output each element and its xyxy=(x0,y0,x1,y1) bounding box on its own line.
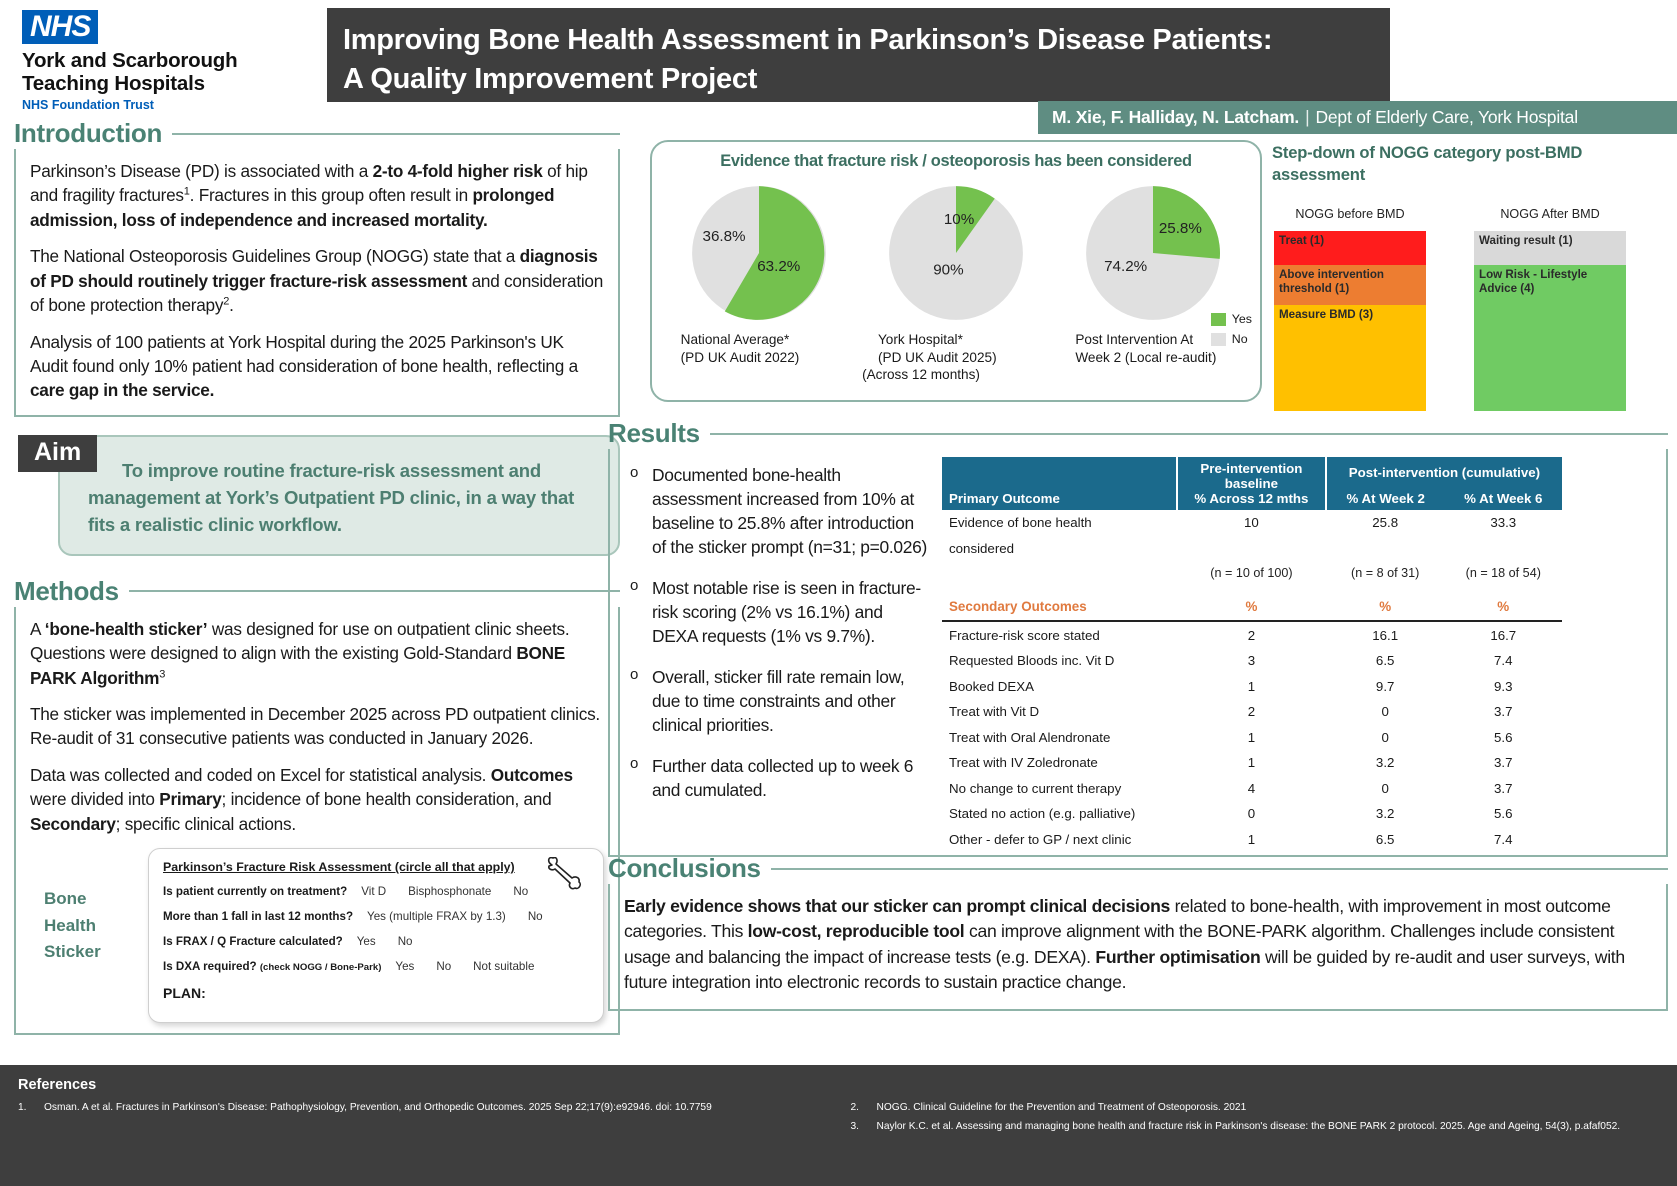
pie-slice-label-no: 36.8% xyxy=(702,227,746,245)
sticker-option[interactable]: Vit D xyxy=(361,885,387,899)
methods-heading-label: Methods xyxy=(14,575,119,606)
sticker-side-label-line2: Health xyxy=(44,915,96,935)
reference-item xyxy=(850,1100,1659,1115)
trust-name-line2: Teaching Hospitals xyxy=(22,72,205,96)
intro-p3-b: care gap in the service. xyxy=(30,380,215,401)
table-row-primary xyxy=(942,510,1562,535)
row-label: No change to current therapy xyxy=(949,780,1122,796)
row-week6: 3.7 xyxy=(1494,780,1513,796)
methods-p1-c: was designed for use on outpatient clinic sheets. Questions were designed to align with the existing Gold-Standard xyxy=(30,618,570,664)
introduction-heading-label: Introduction xyxy=(14,118,163,148)
pie-chart-row xyxy=(652,177,1260,366)
legend-item-no xyxy=(1211,332,1252,346)
results-bullet: o Most notable rise is seen in fracture-risk scoring (2% vs 16.1%) and DEXA requests (1% vs 9.7%). xyxy=(626,576,930,648)
author-list: M. Xie, F. Halliday, N. Latcham. xyxy=(1052,107,1300,127)
nhs-badge: NHS xyxy=(22,10,98,44)
references-column-right xyxy=(850,1100,1659,1139)
conclusions-body xyxy=(608,884,1668,1011)
primary-pre-n: (n = 10 of 100) xyxy=(1210,566,1293,580)
intro-p2-b: diagnosis of PD should routinely trigger fracture-risk assessment xyxy=(30,246,598,291)
row-label: Booked DEXA xyxy=(949,678,1035,694)
secondary-week2-unit: % xyxy=(1326,585,1445,621)
results-heading-label: Results xyxy=(608,418,700,448)
row-pre: 3 xyxy=(1247,653,1256,669)
sticker-option[interactable]: No xyxy=(527,910,543,924)
sticker-option[interactable]: Yes xyxy=(356,935,376,949)
col-pre-line1: Pre-intervention xyxy=(1200,461,1303,476)
stepdown-column-after xyxy=(1474,207,1626,411)
intro-p1-e: prolonged admission, loss of independence and increased mortality. xyxy=(30,185,555,230)
stepdown-segment: Measure BMD (3) xyxy=(1274,305,1426,411)
legend-label-no: No xyxy=(1231,332,1248,346)
nhs-logo xyxy=(22,10,292,112)
reference-text: Osman. A et al. Fractures in Parkinson's Disease: Pathophysiology, Prevention, and Orthopedic Outcomes. 2025 Sep 22;17(9):e92946. doi: 10.7759 xyxy=(44,1102,712,1113)
conclusions-section xyxy=(608,853,1668,1011)
sticker-option[interactable]: Bisphosphonate xyxy=(408,885,492,899)
table-row xyxy=(942,648,1562,673)
sticker-question-row xyxy=(163,910,589,923)
sticker-side-label-line3: Sticker xyxy=(44,941,101,961)
stepdown-column-title: NOGG After BMD xyxy=(1500,207,1600,222)
methods-heading xyxy=(14,576,620,607)
row-week6: 3.7 xyxy=(1494,755,1513,771)
introduction-body xyxy=(14,149,620,417)
foundation-trust-label: NHS Foundation Trust xyxy=(22,97,154,112)
secondary-outcomes-label: Secondary Outcomes xyxy=(942,585,1177,621)
row-label: Treat with Vit D xyxy=(949,704,1040,720)
primary-week2-value: 25.8 xyxy=(1372,515,1399,531)
sticker-option[interactable]: No xyxy=(436,960,452,974)
sticker-option[interactable]: No xyxy=(397,935,413,949)
row-week6: 3.7 xyxy=(1494,704,1513,720)
sticker-title: Parkinson’s Fracture Risk Assessment (circle all that apply) xyxy=(163,860,515,875)
col-post-intervention-group: Post-intervention (cumulative) xyxy=(1326,457,1562,484)
sticker-question-text: Is DXA required? xyxy=(163,960,260,974)
pie-caption xyxy=(673,331,845,366)
table-row xyxy=(942,725,1562,750)
aim-tag: Aim xyxy=(18,435,97,472)
secondary-week6-unit: % xyxy=(1445,585,1562,621)
reference-number: 2. xyxy=(850,1102,859,1113)
left-column xyxy=(14,118,620,1035)
methods-p3-c: were divided into xyxy=(30,789,160,810)
pie-slice-label-no: 90% xyxy=(933,261,964,279)
row-week2: 3.2 xyxy=(1375,755,1395,771)
results-body xyxy=(608,449,1668,857)
stepdown-columns xyxy=(1272,207,1670,411)
sticker-question-label: Is FRAX / Q Fracture calculated? xyxy=(163,935,343,949)
sticker-question-label: Is patient currently on treatment? xyxy=(163,885,348,899)
primary-outcome-label-line1: Evidence of bone health xyxy=(949,515,1092,531)
methods-p1-a: A xyxy=(30,618,45,639)
pie-svg xyxy=(1077,177,1229,329)
conclusions-bold-3: Further optimisation xyxy=(1095,946,1261,967)
conclusions-heading-label: Conclusions xyxy=(608,853,761,883)
row-label: Requested Bloods inc. Vit D xyxy=(949,653,1115,669)
conclusions-bold-1: Early evidence shows that our sticker can prompt clinical decisions xyxy=(624,896,1171,916)
sticker-question-label: More than 1 fall in last 12 months? xyxy=(163,910,354,924)
methods-paragraph-3 xyxy=(30,763,604,836)
authors-separator: | xyxy=(1305,107,1310,127)
primary-outcome-label-line2: considered xyxy=(949,540,1015,556)
primary-pre-value: 10 xyxy=(1244,515,1259,531)
introduction-heading xyxy=(14,118,620,149)
stepdown-bar xyxy=(1274,231,1426,411)
table-row-primary-denominators xyxy=(942,561,1562,585)
table-row-secondary-header xyxy=(942,585,1562,621)
table-row xyxy=(942,750,1562,775)
results-bullet-list xyxy=(610,457,940,845)
table-row xyxy=(942,826,1562,852)
intro-p1-a: Parkinson’s Disease (PD) is associated with a xyxy=(30,161,373,181)
results-bullet: o Overall, sticker fill rate remain low, due to time constraints and other clinical priorities. xyxy=(626,665,930,737)
primary-week6-value: 33.3 xyxy=(1490,515,1517,531)
row-week2: 6.5 xyxy=(1375,653,1395,669)
methods-body xyxy=(14,607,620,1035)
table-header-row xyxy=(942,457,1562,484)
methods-p3-e: ; incidence of bone health consideration, and xyxy=(221,789,552,810)
affiliation: Dept of Elderly Care, York Hospital xyxy=(1315,107,1578,127)
pie-chart-legend xyxy=(1211,312,1252,352)
results-section xyxy=(608,418,1668,857)
row-pre: 1 xyxy=(1247,678,1256,694)
table-row xyxy=(942,775,1562,800)
legend-swatch-no xyxy=(1211,333,1226,346)
stepdown-segment: Treat (1) xyxy=(1274,231,1426,265)
sticker-side-label xyxy=(30,848,148,965)
intro-p1-b: 2-to 4-fold higher risk xyxy=(372,161,543,181)
table-row-primary-cont xyxy=(942,535,1562,560)
results-table-head xyxy=(942,457,1562,510)
conclusions-bold-2: low-cost, reproducible tool xyxy=(747,921,965,942)
intro-ref-2: 2 xyxy=(223,295,230,308)
reference-text: Naylor K.C. et al. Assessing and managing bone health and fracture risk in Parkinson's disease: the BONE PARK 2 protocol. 2025. Age and Ageing, 54(3), p.afaf052. xyxy=(876,1121,1621,1133)
intro-p2-d: . xyxy=(229,295,234,316)
conclusions-text-2: can improve alignment with the BONE-PARK algorithm. Challenges include consistent usage and balancing the impact of increase tests (e.g. DEXA). xyxy=(624,921,1615,967)
heading-rule xyxy=(771,868,1668,870)
table-row xyxy=(942,621,1562,648)
reference-number: 1. xyxy=(18,1102,27,1113)
reference-item xyxy=(850,1119,1659,1134)
row-label: Fracture-risk score stated xyxy=(949,627,1100,643)
table-row xyxy=(942,674,1562,699)
methods-paragraph-2: The sticker was implemented in December 2025 across PD outpatient clinics. Re-audit of 31 consecutive patients was conducted in January 2026. xyxy=(30,704,600,749)
stepdown-column-title: NOGG before BMD xyxy=(1295,207,1405,222)
poster-title-banner xyxy=(327,8,1390,102)
table-row xyxy=(942,801,1562,826)
results-table xyxy=(942,457,1562,852)
legend-label-yes: Yes xyxy=(1231,312,1252,326)
poster-title-line1: Improving Bone Health Assessment in Parkinson’s Disease Patients: xyxy=(343,24,1273,56)
results-bullet: o Further data collected up to week 6 and cumulated. xyxy=(626,754,930,802)
methods-p3-b: Outcomes xyxy=(490,764,573,785)
intro-p2-a: The National Osteoporosis Guidelines Group (NOGG) state that a xyxy=(30,246,520,267)
trust-name-line1: York and Scarborough xyxy=(22,49,238,73)
reference-item xyxy=(18,1100,836,1115)
references-column-left xyxy=(18,1100,836,1139)
stepdown-segment: Low Risk - Lifestyle Advice (4) xyxy=(1474,265,1626,411)
col-week-6: % At Week 6 xyxy=(1445,484,1562,511)
bone-icon xyxy=(545,857,585,896)
sticker-side-label-line1: Bone xyxy=(44,889,87,909)
primary-week2-n: (n = 8 of 31) xyxy=(1351,566,1420,580)
row-week6: 7.4 xyxy=(1494,831,1513,847)
sticker-option[interactable]: Yes (multiple FRAX by 1.3) xyxy=(367,910,506,924)
row-pre: 0 xyxy=(1247,806,1256,822)
row-pre: 1 xyxy=(1247,831,1256,847)
heading-rule xyxy=(172,133,620,135)
legend-item-yes xyxy=(1211,312,1252,326)
row-week2: 16.1 xyxy=(1372,627,1399,643)
pie-slice-label-no: 74.2% xyxy=(1104,258,1148,276)
legend-swatch-yes xyxy=(1211,313,1226,326)
row-week6: 5.6 xyxy=(1494,729,1513,745)
table-row xyxy=(942,699,1562,724)
sticker-option[interactable]: Not suitable xyxy=(473,960,535,974)
row-week2: 9.7 xyxy=(1375,678,1395,694)
sticker-question-row xyxy=(163,885,589,898)
row-week2: 0 xyxy=(1381,729,1389,745)
stepdown-bar xyxy=(1474,231,1626,411)
aim-text: To improve routine fracture-risk assessment and management at York’s Outpatient PD clinic, in a way that fits a realistic clinic workflow. xyxy=(88,459,575,535)
sticker-options xyxy=(395,960,534,973)
stepdown-segment: Above intervention threshold (1) xyxy=(1274,265,1426,305)
pie-caption-line1: National Average* xyxy=(680,332,790,347)
col-pre-line2: baseline xyxy=(1224,476,1279,491)
methods-p3-a: Data was collected and coded on Excel for statistical analysis. xyxy=(30,764,491,785)
row-label: Treat with Oral Alendronate xyxy=(949,729,1111,745)
stepdown-column-before xyxy=(1274,207,1426,411)
pie-chart-subtitle: (Across 12 months) xyxy=(862,367,980,383)
sticker-question-row xyxy=(163,960,589,973)
pie-slice-label-yes: 63.2% xyxy=(756,258,800,276)
row-pre: 1 xyxy=(1247,729,1256,745)
heading-rule xyxy=(129,590,620,592)
row-pre: 4 xyxy=(1247,780,1256,796)
introduction-paragraph-3 xyxy=(30,330,604,403)
intro-ref-1: 1 xyxy=(183,185,190,198)
pie-caption-line1: York Hospital* xyxy=(877,332,963,347)
methods-p1-b: ‘bone-health sticker’ xyxy=(44,618,208,639)
pie-caption-line1: Post Intervention At xyxy=(1075,332,1194,347)
pie-chart-york-hospital xyxy=(870,177,1042,366)
pie-svg xyxy=(683,177,835,329)
authors-banner xyxy=(1038,101,1677,134)
methods-ref-3: 3 xyxy=(159,667,166,680)
pie-chart-panel xyxy=(650,140,1262,402)
poster-title-line2: A Quality Improvement Project xyxy=(343,63,758,96)
row-week6: 7.4 xyxy=(1494,653,1513,669)
row-pre: 2 xyxy=(1247,627,1256,643)
sticker-options xyxy=(367,910,543,923)
methods-p3-d: Primary xyxy=(159,789,222,810)
sticker-question-label xyxy=(163,960,381,973)
references-section xyxy=(0,1065,1677,1186)
intro-p3-a: Analysis of 100 patients at York Hospital during the 2025 Parkinson's UK Audit found only 10% patient had consideration of bone health, reflecting a xyxy=(30,331,578,376)
col-pre-line3: % Across 12 mths xyxy=(1194,491,1309,506)
results-table-body xyxy=(942,510,1562,852)
conclusions-text-1: related to bone-health, with improvement in most outcome categories. This xyxy=(624,896,1611,942)
intro-p1-c: of hip and fragility fractures xyxy=(30,161,588,206)
sticker-options xyxy=(361,885,528,898)
col-primary-outcome: Primary Outcome xyxy=(942,457,1177,510)
row-label: Other - defer to GP / next clinic xyxy=(949,831,1132,847)
methods-paragraph-1 xyxy=(30,617,604,690)
primary-week6-n: (n = 18 of 54) xyxy=(1465,566,1541,580)
pie-slice-label-yes: 25.8% xyxy=(1159,220,1203,238)
aim-section xyxy=(14,435,620,556)
trust-name xyxy=(22,49,292,95)
pie-caption-line2: (PD UK Audit 2025) xyxy=(877,349,997,365)
pie-chart-title: Evidence that fracture risk / osteoporosis has been considered xyxy=(720,152,1192,170)
sticker-option[interactable]: Yes xyxy=(395,960,415,974)
methods-p3-f: Secondary xyxy=(30,813,116,834)
row-pre: 1 xyxy=(1247,755,1256,771)
conclusions-text-3: will be guided by re-audit and user surveys, with future integration into electronic records to sustain practice change. xyxy=(624,946,1625,992)
row-week6: 16.7 xyxy=(1490,627,1517,643)
secondary-pre-unit: % xyxy=(1177,585,1326,621)
sticker-card xyxy=(148,848,604,1023)
pie-chart-national-average xyxy=(673,177,845,366)
col-pre-intervention xyxy=(1177,457,1326,510)
pie-caption-line2: Week 2 (Local re-audit) xyxy=(1075,349,1217,365)
row-label: Treat with IV Zoledronate xyxy=(949,755,1098,771)
pie-caption-line2: (PD UK Audit 2022) xyxy=(680,349,800,365)
results-heading xyxy=(608,418,1668,449)
sticker-option[interactable]: No xyxy=(513,885,529,899)
intro-p2-c: and consideration of bone protection therapy xyxy=(30,270,604,316)
results-bullet: o Documented bone-health assessment increased from 10% at baseline to 25.8% after introduction of the sticker prompt (n=31; p=0.026) xyxy=(626,463,930,559)
references-heading: References xyxy=(18,1077,97,1093)
introduction-paragraph-1 xyxy=(30,159,604,232)
bone-health-sticker-figure xyxy=(30,848,604,1023)
conclusions-heading xyxy=(608,853,1668,884)
row-week6: 9.3 xyxy=(1494,678,1513,694)
sticker-question-row xyxy=(163,935,589,948)
sticker-question-note: (check NOGG / Bone-Park) xyxy=(259,962,382,974)
row-week2: 0 xyxy=(1381,704,1389,720)
row-pre: 2 xyxy=(1247,704,1256,720)
row-week2: 6.5 xyxy=(1375,831,1395,847)
heading-rule xyxy=(710,433,1668,435)
sticker-options xyxy=(357,935,413,948)
methods-p1-d: BONE PARK Algorithm xyxy=(30,643,565,688)
references-grid xyxy=(18,1100,1659,1139)
row-week2: 3.2 xyxy=(1375,806,1395,822)
pie-svg xyxy=(880,177,1032,329)
stepdown-chart-panel xyxy=(1272,142,1670,411)
reference-number: 3. xyxy=(850,1121,859,1133)
row-week6: 5.6 xyxy=(1494,806,1513,822)
row-week2: 0 xyxy=(1381,780,1389,796)
pie-caption xyxy=(870,331,1042,366)
sticker-plan-field[interactable]: PLAN: xyxy=(163,985,206,1002)
methods-p3-g: ; specific clinical actions. xyxy=(115,813,296,834)
intro-p1-d: . Fractures in this group often result in xyxy=(189,185,473,206)
stepdown-segment: Waiting result (1) xyxy=(1474,231,1626,265)
reference-text: NOGG. Clinical Guideline for the Prevention and Treatment of Osteoporosis. 2021 xyxy=(876,1102,1247,1113)
introduction-paragraph-2 xyxy=(30,244,604,317)
row-label: Stated no action (e.g. palliative) xyxy=(949,806,1136,822)
aim-box xyxy=(58,435,620,556)
pie-slice-label-yes: 10% xyxy=(943,211,975,229)
col-week-2: % At Week 2 xyxy=(1326,484,1445,511)
stepdown-title: Step-down of NOGG category post-BMD assessment xyxy=(1272,143,1583,184)
